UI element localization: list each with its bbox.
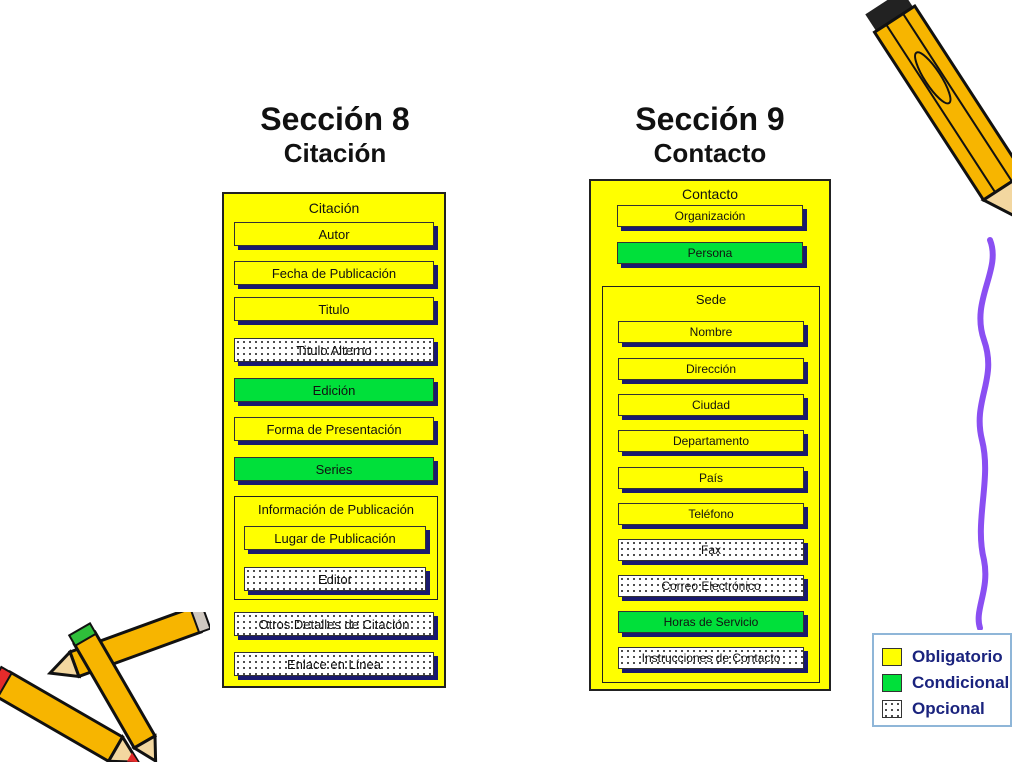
field-pais[interactable] <box>618 467 804 489</box>
field-forma-presentacion[interactable] <box>234 417 434 441</box>
field-direccion[interactable] <box>618 358 804 380</box>
field-label: Nombre <box>689 325 733 339</box>
field-label: Editor <box>318 571 352 587</box>
section9-subtitle: Contacto <box>653 138 767 169</box>
legend-swatch-optional <box>882 700 902 718</box>
field-instrucciones-contacto[interactable] <box>618 647 804 669</box>
legend-label-conditional: Condicional <box>912 673 1010 692</box>
legend-swatch-conditional <box>882 674 902 692</box>
field-label: Departamento <box>672 434 750 448</box>
sede-group <box>602 286 820 683</box>
field-label: Teléfono <box>688 507 734 521</box>
field-lugar-publicacion[interactable] <box>244 526 426 550</box>
field-label: Enlace en Línea <box>287 656 381 672</box>
contact-panel-label: Contacto <box>681 186 739 202</box>
field-fax[interactable] <box>618 539 804 561</box>
field-label: Autor <box>318 226 350 242</box>
sede-label: Sede <box>695 292 727 307</box>
field-edicion[interactable] <box>234 378 434 402</box>
publication-info-group <box>234 496 438 600</box>
field-label: Lugar de Publicación <box>274 530 396 546</box>
field-label: Fecha de Publicación <box>271 265 397 281</box>
legend-label-optional: Opcional <box>912 699 985 718</box>
section8-title: Sección 8 <box>260 101 410 137</box>
field-label: Horas de Servicio <box>663 615 759 629</box>
field-label: Fax <box>700 543 721 557</box>
legend <box>872 633 1012 727</box>
section9-title: Sección 9 <box>635 101 785 137</box>
legend-swatch-required <box>882 648 902 666</box>
field-departamento[interactable] <box>618 430 804 452</box>
field-label: Edición <box>312 382 356 398</box>
field-enlace-linea[interactable] <box>234 652 434 676</box>
field-organizacion[interactable] <box>617 205 803 227</box>
field-horas-servicio[interactable] <box>618 611 804 633</box>
contact-panel <box>589 179 831 691</box>
crossed-pencils-icon <box>0 612 210 762</box>
field-label: Titulo <box>318 301 350 317</box>
field-label: Persona <box>687 246 733 260</box>
legend-row-optional <box>882 699 985 719</box>
field-label: Organización <box>674 209 746 223</box>
legend-label-required: Obligatorio <box>912 647 1003 666</box>
citation-panel <box>222 192 446 688</box>
field-series[interactable] <box>234 457 434 481</box>
field-fecha-publicacion[interactable] <box>234 261 434 285</box>
field-titulo-alterno[interactable] <box>234 338 434 362</box>
field-editor[interactable] <box>244 567 426 591</box>
field-label: Dirección <box>685 362 736 376</box>
field-autor[interactable] <box>234 222 434 246</box>
field-label: País <box>698 471 723 485</box>
field-label: Titulo Alterno <box>296 342 372 358</box>
field-label: Ciudad <box>691 398 731 412</box>
pencil-icon <box>862 0 1012 630</box>
field-label: Correo Electrónico <box>661 579 761 593</box>
citation-panel-label: Citación <box>308 200 360 216</box>
field-label: Otros Detalles de Citación <box>258 616 410 632</box>
field-persona[interactable] <box>617 242 803 264</box>
section8-subtitle: Citación <box>283 138 387 169</box>
field-otros-detalles[interactable] <box>234 612 434 636</box>
field-ciudad[interactable] <box>618 394 804 416</box>
publication-info-label: Información de Publicación <box>257 502 415 517</box>
field-label: Series <box>315 461 353 477</box>
field-titulo[interactable] <box>234 297 434 321</box>
legend-row-conditional <box>882 673 1009 693</box>
field-correo-electronico[interactable] <box>618 575 804 597</box>
section9-title-block <box>605 100 815 170</box>
squiggle-line <box>979 240 993 628</box>
legend-row-required <box>882 647 1003 667</box>
field-label: Instrucciones de Contacto <box>641 651 781 665</box>
section8-title-block <box>230 100 440 170</box>
field-label: Forma de Presentación <box>266 421 402 437</box>
field-telefono[interactable] <box>618 503 804 525</box>
field-nombre[interactable] <box>618 321 804 343</box>
